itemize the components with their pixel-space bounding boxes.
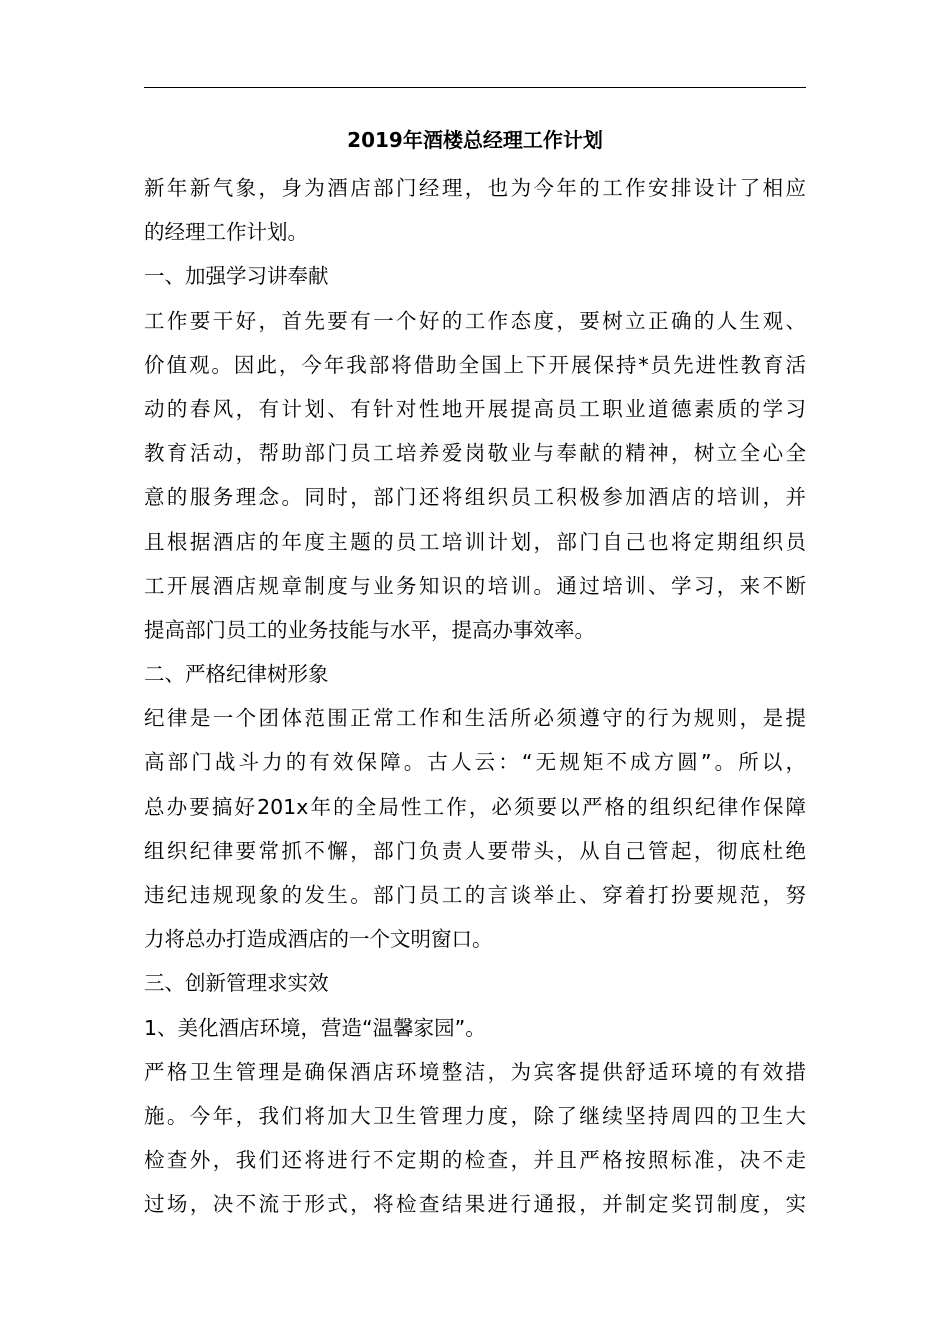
text-line: 检查外，我们还将进行不定期的检查，并且严格按照标准，决不走: [144, 1148, 806, 1173]
document-body: [144, 166, 806, 1227]
text-line: 力将总办打造成酒店的一个文明窗口。: [144, 927, 493, 952]
text-line: 价值观。因此，今年我部将借助全国上下开展保持*员先进性教育活: [144, 352, 806, 377]
section-heading: 一、加强学习讲奉献: [144, 264, 329, 289]
text-line: 提高部门员工的业务技能与水平，提高办事效率。: [144, 617, 595, 642]
text-line: 工作要干好，首先要有一个好的工作态度，要树立正确的人生观、: [144, 308, 806, 333]
text-line: 组织纪律要常抓不懈，部门负责人要带头，从自己管起，彻底杜绝: [144, 838, 806, 863]
text-line: 违纪违规现象的发生。部门员工的言谈举止、穿着打扮要规范，努: [144, 883, 806, 907]
document-title: 2019年酒楼总经理工作计划: [347, 128, 603, 152]
text-line: 严格卫生管理是确保酒店环境整洁，为宾客提供舒适环境的有效措: [144, 1059, 806, 1084]
text-line: 纪律是一个团体范围正常工作和生活所必须遵守的行为规则，是提: [144, 706, 806, 731]
subsection-heading: 1、美化酒店环境，营造“温馨家园”。: [144, 1015, 486, 1040]
text-line: 教育活动，帮助部门员工培养爱岗敬业与奉献的精神，树立全心全: [144, 441, 806, 466]
text-line: 的经理工作计划。: [144, 220, 308, 245]
header-rule: [144, 87, 806, 88]
text-line: 且根据酒店的年度主题的员工培训计划，部门自己也将定期组织员: [144, 529, 806, 554]
text-line: 新年新气象，身为酒店部门经理，也为今年的工作安排设计了相应: [144, 176, 806, 200]
text-line: 高部门战斗力的有效保障。古人云：“无规矩不成方圆”。所以，: [144, 750, 806, 775]
section-heading: 三、创新管理求实效: [144, 971, 329, 996]
text-line: 总办要搞好201x年的全局性工作，必须要以严格的组织纪律作保障: [144, 794, 806, 819]
section-heading: 二、严格纪律树形象: [144, 662, 329, 687]
text-line: 意的服务理念。同时，部门还将组织员工积极参加酒店的培训，并: [144, 485, 806, 510]
text-line: 施。今年，我们将加大卫生管理力度，除了继续坚持周四的卫生大: [144, 1103, 806, 1128]
text-line: 过场，决不流于形式，将检查结果进行通报，并制定奖罚制度，实: [144, 1192, 806, 1217]
text-line: 动的春风，有计划、有针对性地开展提高员工职业道德素质的学习: [144, 396, 806, 421]
text-line: 工开展酒店规章制度与业务知识的培训。通过培训、学习，来不断: [144, 573, 806, 598]
